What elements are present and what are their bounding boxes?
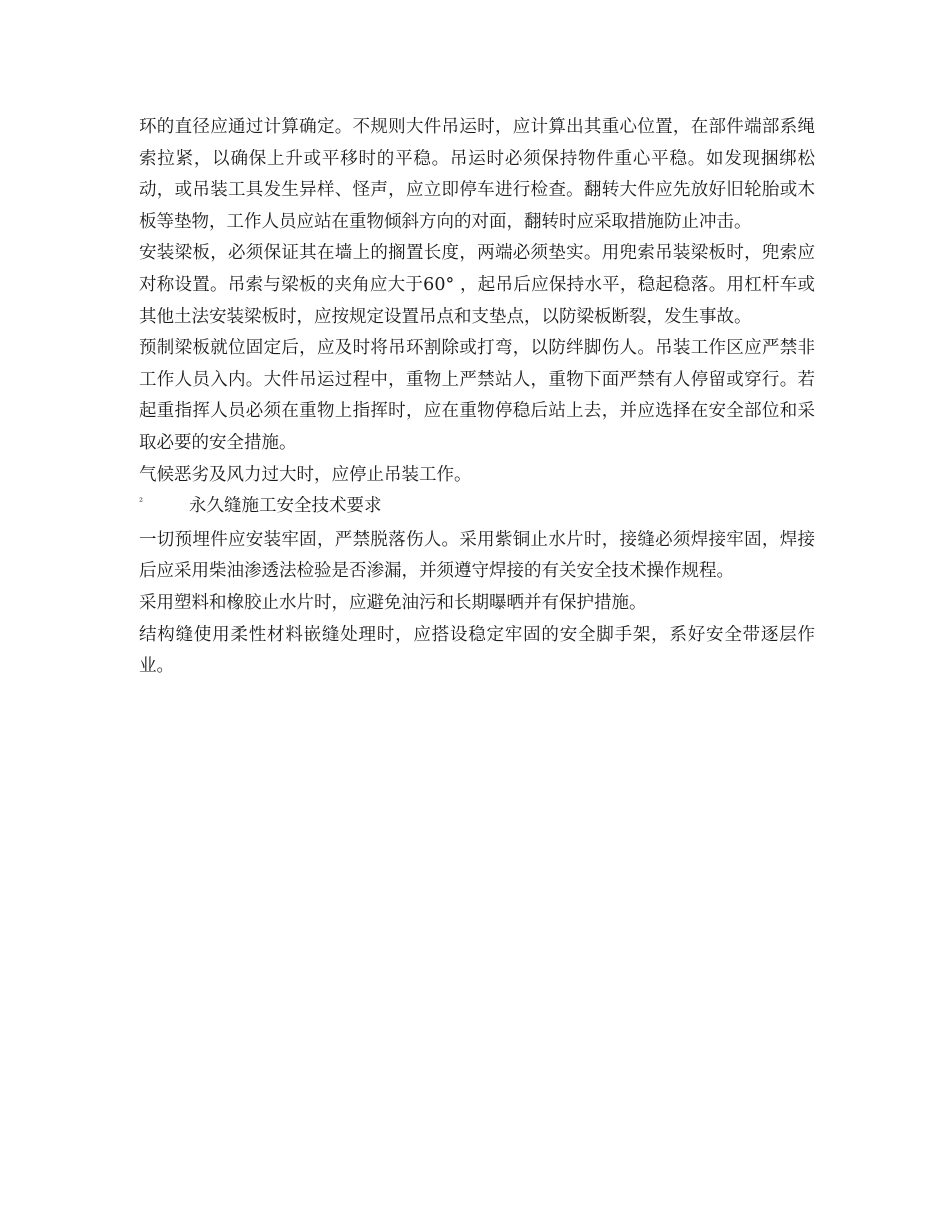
document-body xyxy=(139,112,815,683)
paragraph-precast-beam-fixing: 预制梁板就位固定后，应及时将吊环割除或打弯，以防绊脚伤人。吊装工作区应严禁非工作人员入内。大件吊运过程中，重物上严禁站人，重物下面严禁有人停留或穿行。若起重指挥人员必须在重物上指挥时，应在重物停稳后站上去，并应选择在安全部位和采取必要的安全措施。 xyxy=(139,338,815,453)
paragraph-hoisting-center-of-gravity: 环的直径应通过计算确定。不规则大件吊运时，应计算出其重心位置，在部件端部系绳索拉紧，以确保上升或平移时的平稳。吊运时必须保持物件重心平稳。如发现捆绑松动，或吊装工具发生异样、怪声，应立即停车进行检查。翻转大件应先放好旧轮胎或木板等垫物，工作人员应站在重物倾斜方向的对面，翻转时应采取措施防止冲击。 xyxy=(139,117,815,232)
heading-bullet: ² xyxy=(139,497,144,509)
paragraph-structural-joint-caulking: 结构缝使用柔性材料嵌缝处理时，应搭设稳定牢固的安全脚手架，系好安全带逐层作业。 xyxy=(139,624,815,677)
paragraph-beam-installation: 安装梁板，必须保证其在墙上的搁置长度，两端必须垫实。用兜索吊装梁板时，兜索应对称设置。吊索与梁板的夹角应大于60° ，起吊后应保持水平，稳起稳落。用杠杆车或其他土法安装梁板时，应按规定设置吊点和支垫点，以防梁板断裂，发生事故。 xyxy=(139,243,815,327)
paragraph-weather-stop: 气候恶劣及风力过大时，应停止吊装工作。 xyxy=(139,464,472,485)
heading-title: 永久缝施工安全技术要求 xyxy=(189,496,382,517)
paragraph-plastic-rubber-waterstop: 采用塑料和橡胶止水片时，应避免油污和长期曝晒并有保护措施。 xyxy=(139,592,647,613)
paragraph-embedded-parts: 一切预埋件应安装牢固，严禁脱落伤人。采用紫铜止水片时，接缝必须焊接牢固，焊接后应采用柴油渗透法检验是否渗漏，并须遵守焊接的有关安全技术操作规程。 xyxy=(139,529,815,582)
section-heading xyxy=(139,491,815,525)
